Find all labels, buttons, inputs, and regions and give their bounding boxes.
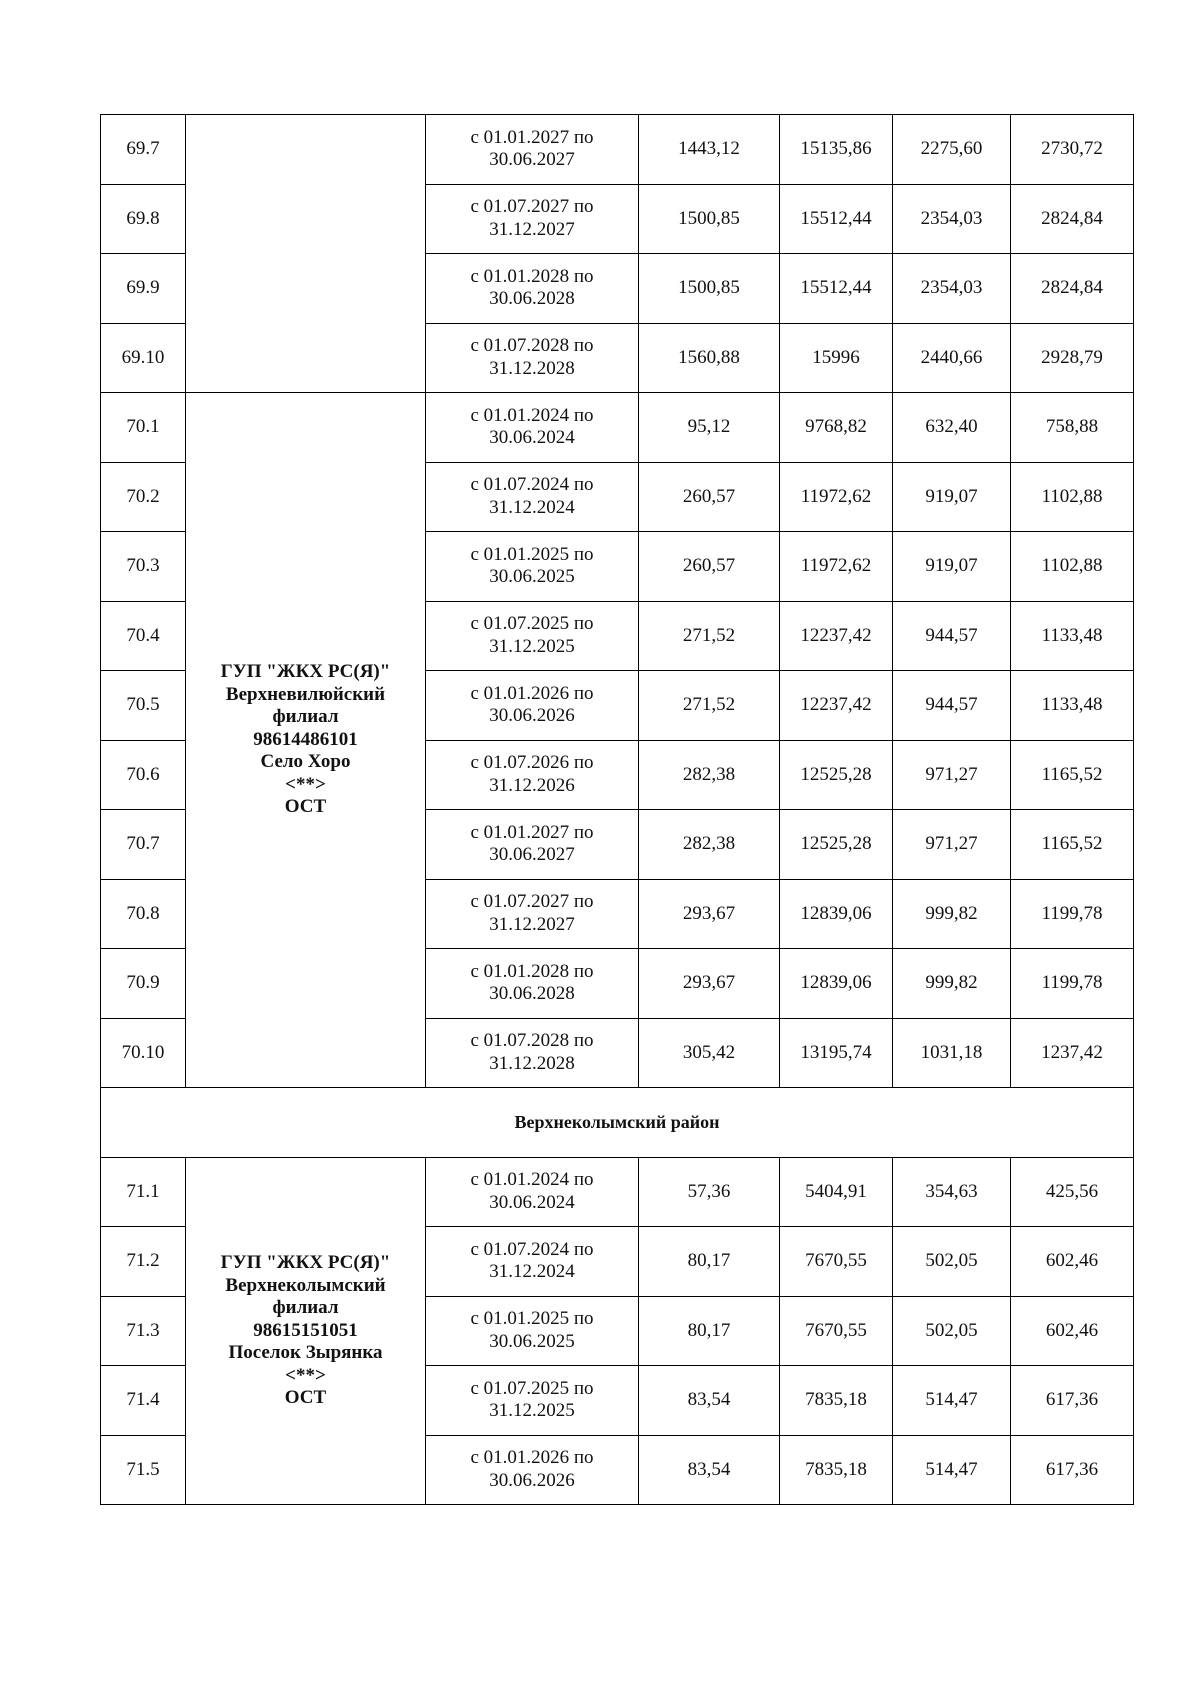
value-cell: 95,12 [639, 393, 780, 463]
period-to: 31.12.2027 [489, 218, 575, 240]
period-cell [426, 323, 639, 393]
period-to: 30.06.2024 [489, 1191, 575, 1213]
period-cell [426, 949, 639, 1019]
tariff-table-body [101, 115, 1134, 1505]
organization-cell [186, 1157, 426, 1505]
value-cell: 12525,28 [780, 810, 893, 880]
period-from: с 01.01.2028 по [470, 960, 594, 982]
value-cell: 758,88 [1011, 393, 1134, 463]
period-to: 31.12.2024 [489, 1261, 575, 1283]
period-from: с 01.01.2024 по [470, 404, 594, 426]
value-cell: 2354,03 [893, 254, 1011, 324]
value-cell: 12237,42 [780, 671, 893, 741]
row-number-cell: 70.1 [101, 393, 186, 463]
value-cell: 602,46 [1011, 1296, 1134, 1366]
organization-line: Село Хоро [260, 751, 351, 773]
period-cell [426, 184, 639, 254]
period-to: 30.06.2025 [489, 566, 575, 588]
period-from: с 01.01.2027 по [470, 126, 594, 148]
row-number-cell: 71.1 [101, 1157, 186, 1227]
row-number-cell: 70.5 [101, 671, 186, 741]
value-cell: 354,63 [893, 1157, 1011, 1227]
value-cell: 1165,52 [1011, 740, 1134, 810]
value-cell: 15512,44 [780, 184, 893, 254]
value-cell: 1031,18 [893, 1018, 1011, 1088]
value-cell: 15996 [780, 323, 893, 393]
value-cell: 1102,88 [1011, 532, 1134, 602]
value-cell: 293,67 [639, 949, 780, 1019]
value-cell: 12525,28 [780, 740, 893, 810]
period-to: 31.12.2028 [489, 1052, 575, 1074]
value-cell: 13195,74 [780, 1018, 893, 1088]
value-cell: 502,05 [893, 1227, 1011, 1297]
period-from: с 01.01.2024 по [470, 1169, 594, 1191]
value-cell: 80,17 [639, 1227, 780, 1297]
period-cell [426, 1366, 639, 1436]
row-number-cell: 71.4 [101, 1366, 186, 1436]
period-from: с 01.07.2025 по [470, 613, 594, 635]
organization-line: ГУП "ЖКХ РС(Я)" [220, 661, 391, 683]
value-cell: 1199,78 [1011, 949, 1134, 1019]
value-cell: 7835,18 [780, 1366, 893, 1436]
value-cell: 919,07 [893, 462, 1011, 532]
organization-cell [186, 115, 426, 393]
value-cell: 271,52 [639, 671, 780, 741]
value-cell: 1199,78 [1011, 879, 1134, 949]
organization-line: Верхнеколымский [225, 1274, 386, 1296]
period-cell [426, 115, 639, 185]
organization-line: ОСТ [284, 1387, 327, 1408]
period-from: с 01.07.2028 по [470, 335, 594, 357]
period-cell [426, 532, 639, 602]
value-cell: 1165,52 [1011, 810, 1134, 880]
value-cell: 919,07 [893, 532, 1011, 602]
organization-line: 98615151051 [253, 1319, 358, 1341]
period-cell [426, 1157, 639, 1227]
period-cell [426, 1435, 639, 1505]
organization-line: Поселок Зырянка [228, 1342, 383, 1363]
period-from: с 01.01.2026 по [470, 682, 594, 704]
period-cell [426, 1296, 639, 1366]
value-cell: 1560,88 [639, 323, 780, 393]
row-number-cell: 69.7 [101, 115, 186, 185]
value-cell: 1133,48 [1011, 671, 1134, 741]
section-title: Верхнеколымский район [101, 1088, 1134, 1158]
period-to: 30.06.2025 [489, 1330, 575, 1352]
period-to: 31.12.2027 [489, 913, 575, 935]
value-cell: 2824,84 [1011, 184, 1134, 254]
period-to: 31.12.2025 [489, 1400, 575, 1422]
organization-line: филиал [272, 706, 339, 728]
period-to: 30.06.2024 [489, 427, 575, 449]
value-cell: 11972,62 [780, 462, 893, 532]
period-cell [426, 462, 639, 532]
period-to: 31.12.2026 [489, 774, 575, 796]
organization-line: <**> [285, 1364, 326, 1386]
row-number-cell: 71.5 [101, 1435, 186, 1505]
period-from: с 01.01.2026 по [470, 1447, 594, 1469]
period-from: с 01.01.2028 по [470, 265, 594, 287]
period-to: 30.06.2026 [489, 705, 575, 727]
row-number-cell: 69.9 [101, 254, 186, 324]
value-cell: 15512,44 [780, 254, 893, 324]
value-cell: 305,42 [639, 1018, 780, 1088]
value-cell: 514,47 [893, 1366, 1011, 1436]
period-cell [426, 1227, 639, 1297]
organization-line: 98614486101 [253, 728, 358, 750]
value-cell: 260,57 [639, 462, 780, 532]
row-number-cell: 71.2 [101, 1227, 186, 1297]
tariff-table [100, 114, 1134, 1505]
row-number-cell: 71.3 [101, 1296, 186, 1366]
period-cell [426, 393, 639, 463]
value-cell: 80,17 [639, 1296, 780, 1366]
value-cell: 2928,79 [1011, 323, 1134, 393]
organization-line: филиал [272, 1297, 339, 1318]
value-cell: 2730,72 [1011, 115, 1134, 185]
value-cell: 1500,85 [639, 254, 780, 324]
period-from: с 01.07.2027 по [470, 196, 594, 218]
value-cell: 1500,85 [639, 184, 780, 254]
row-number-cell: 70.4 [101, 601, 186, 671]
period-cell [426, 601, 639, 671]
value-cell: 12839,06 [780, 879, 893, 949]
value-cell: 7670,55 [780, 1296, 893, 1366]
value-cell: 1133,48 [1011, 601, 1134, 671]
value-cell: 617,36 [1011, 1435, 1134, 1505]
row-number-cell: 70.3 [101, 532, 186, 602]
row-number-cell: 70.10 [101, 1018, 186, 1088]
organization-line: ГУП "ЖКХ РС(Я)" [220, 1252, 391, 1273]
value-cell: 1102,88 [1011, 462, 1134, 532]
section-header-row [101, 1088, 1134, 1158]
period-cell [426, 879, 639, 949]
value-cell: 12237,42 [780, 601, 893, 671]
value-cell: 425,56 [1011, 1157, 1134, 1227]
value-cell: 83,54 [639, 1366, 780, 1436]
value-cell: 83,54 [639, 1435, 780, 1505]
value-cell: 7835,18 [780, 1435, 893, 1505]
period-from: с 01.07.2027 по [470, 891, 594, 913]
value-cell: 617,36 [1011, 1366, 1134, 1436]
table-row [101, 393, 1134, 463]
value-cell: 57,36 [639, 1157, 780, 1227]
table-row [101, 1157, 1134, 1227]
period-cell [426, 740, 639, 810]
period-to: 31.12.2024 [489, 496, 575, 518]
value-cell: 271,52 [639, 601, 780, 671]
row-number-cell: 69.10 [101, 323, 186, 393]
value-cell: 1237,42 [1011, 1018, 1134, 1088]
period-from: с 01.07.2024 по [470, 1238, 594, 1260]
value-cell: 11972,62 [780, 532, 893, 602]
value-cell: 514,47 [893, 1435, 1011, 1505]
value-cell: 282,38 [639, 810, 780, 880]
period-from: с 01.07.2024 по [470, 474, 594, 496]
period-to: 30.06.2027 [489, 149, 575, 171]
row-number-cell: 70.9 [101, 949, 186, 1019]
organization-line: Верхневилюйский [225, 683, 386, 705]
period-cell [426, 1018, 639, 1088]
value-cell: 1443,12 [639, 115, 780, 185]
value-cell: 502,05 [893, 1296, 1011, 1366]
value-cell: 260,57 [639, 532, 780, 602]
value-cell: 5404,91 [780, 1157, 893, 1227]
row-number-cell: 70.8 [101, 879, 186, 949]
value-cell: 999,82 [893, 879, 1011, 949]
period-to: 30.06.2028 [489, 288, 575, 310]
period-to: 31.12.2028 [489, 357, 575, 379]
period-to: 30.06.2026 [489, 1469, 575, 1491]
period-from: с 01.01.2025 по [470, 543, 594, 565]
organization-cell [186, 393, 426, 1088]
period-from: с 01.01.2025 по [470, 1308, 594, 1330]
period-cell [426, 671, 639, 741]
value-cell: 632,40 [893, 393, 1011, 463]
value-cell: 7670,55 [780, 1227, 893, 1297]
value-cell: 944,57 [893, 601, 1011, 671]
value-cell: 2440,66 [893, 323, 1011, 393]
value-cell: 2824,84 [1011, 254, 1134, 324]
value-cell: 2354,03 [893, 184, 1011, 254]
row-number-cell: 70.6 [101, 740, 186, 810]
period-to: 30.06.2028 [489, 983, 575, 1005]
value-cell: 999,82 [893, 949, 1011, 1019]
period-from: с 01.07.2028 по [470, 1030, 594, 1052]
value-cell: 602,46 [1011, 1227, 1134, 1297]
period-to: 30.06.2027 [489, 844, 575, 866]
value-cell: 971,27 [893, 740, 1011, 810]
row-number-cell: 70.2 [101, 462, 186, 532]
period-cell [426, 254, 639, 324]
value-cell: 12839,06 [780, 949, 893, 1019]
row-number-cell: 70.7 [101, 810, 186, 880]
organization-line: ОСТ [284, 796, 327, 818]
value-cell: 282,38 [639, 740, 780, 810]
value-cell: 293,67 [639, 879, 780, 949]
period-from: с 01.07.2026 по [470, 752, 594, 774]
value-cell: 15135,86 [780, 115, 893, 185]
organization-line: <**> [285, 773, 326, 795]
table-row [101, 115, 1134, 185]
period-cell [426, 810, 639, 880]
value-cell: 9768,82 [780, 393, 893, 463]
period-to: 31.12.2025 [489, 635, 575, 657]
value-cell: 944,57 [893, 671, 1011, 741]
value-cell: 971,27 [893, 810, 1011, 880]
period-from: с 01.01.2027 по [470, 821, 594, 843]
value-cell: 2275,60 [893, 115, 1011, 185]
period-from: с 01.07.2025 по [470, 1377, 594, 1399]
row-number-cell: 69.8 [101, 184, 186, 254]
